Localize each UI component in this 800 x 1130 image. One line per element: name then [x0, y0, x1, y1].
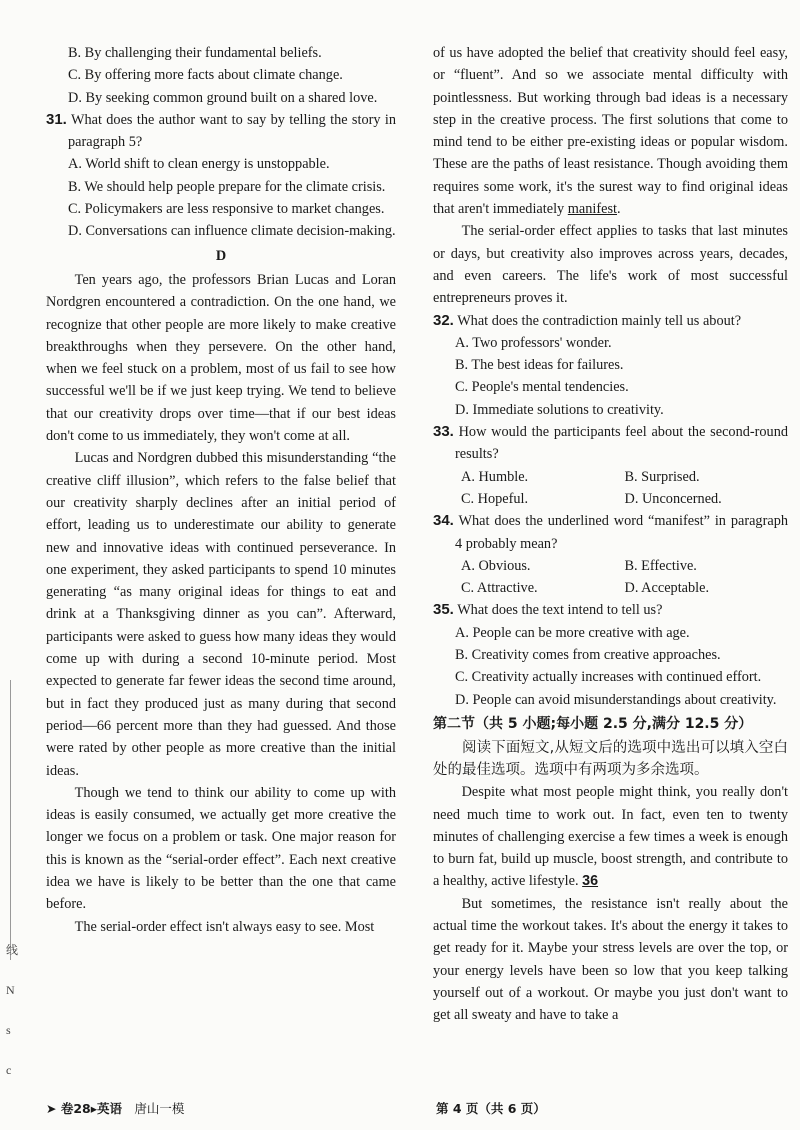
q30-option: C. By offering more facts about climate change.: [68, 67, 343, 84]
paragraph-text: of us have adopted the belief that creativity should feel easy, or “fluent”. And so we associate mental difficulty with pointlessness. But working through bad ideas is a necessary step in the creative process. The first solutions that come to mind tend to be either pre-existing ideas or popular wisdom. These are the paths of least resistance. Though avoiding them requires some work, it's the surest way to find original ideas that aren't immediately: [433, 45, 788, 218]
section-d-heading: D: [215, 247, 227, 264]
question-stem: What does the text intend to tell us?: [457, 602, 663, 619]
q31-option: D. Conversations can influence climate decision-making.: [68, 223, 396, 240]
q35-option: B. Creativity comes from creative approaches.: [455, 647, 721, 664]
punctuation: .: [617, 201, 621, 218]
left-column: [46, 42, 396, 938]
q31-option: B. We should help people prepare for the climate crisis.: [68, 178, 386, 195]
paragraph: Ten years ago, the professors Brian Lucas and Loran Nordgren encountered a contradiction. On the one hand, we recognize that other people are more likely to make creative breakthroughs when they persevere. On the other hand, when we feel stuck on a problem, most of us fail to see how successful we'll be if we just keep trying. We tend to believe that our creativity drops over time—that if our best ideas don't come to us immediately, they won't come at all.: [46, 271, 396, 445]
question-number: 31.: [46, 110, 67, 128]
section-2-heading: 第二节（共 5 小题;每小题 2.5 分,满分 12.5 分）: [433, 715, 753, 732]
binding-line: [10, 680, 11, 960]
question-stem: What does the author want to say by telling the story in paragraph 5?: [68, 111, 396, 151]
underlined-word: manifest: [567, 201, 618, 218]
question-number: 33.: [433, 423, 454, 441]
q30-option: D. By seeking common ground built on a shared love.: [68, 89, 378, 106]
paragraph: Though we tend to think our ability to come up with ideas is easily consumed, we actually get more creative the longer we focus on a problem or task. One major reason for this is known as the “serial-order effect”. Each next creative idea we have is likely to be better than the one that came before.: [46, 784, 396, 913]
paragraph: The serial-order effect applies to tasks that last minutes or days, but creativity also improves across years, decades, and even careers. The life's work of most successful entrepreneurs proves it.: [433, 223, 788, 307]
footer-exam-name: 唐山一模: [134, 1101, 185, 1116]
right-column: [433, 42, 788, 1026]
q31-option: C. Policymakers are less responsive to market changes.: [68, 201, 385, 218]
q34-option: B. Effective.: [624, 557, 697, 574]
q32-option: D. Immediate solutions to creativity.: [455, 401, 664, 418]
question-stem: What does the underlined word “manifest” in paragraph 4 probably mean?: [455, 513, 788, 552]
q32-option: C. People's mental tendencies.: [455, 379, 629, 396]
q35-option: D. People can avoid misunderstandings about creativity.: [455, 691, 777, 708]
footer-exam-label: 卷28▸英语: [60, 1101, 123, 1116]
q32-option: B. The best ideas for failures.: [455, 357, 624, 374]
blank-36: 36: [582, 873, 599, 890]
margin-mark: c: [6, 1063, 12, 1077]
question-31: [46, 109, 396, 154]
question-33: [433, 421, 788, 466]
question-number: 35.: [433, 601, 454, 619]
margin-mark: s: [6, 1023, 11, 1037]
page-footer: [46, 1097, 786, 1121]
margin-mark: 线: [6, 943, 19, 957]
q33-option: C. Hopeful.: [461, 490, 529, 507]
paragraph: The serial-order effect isn't always easy to see. Most: [74, 918, 375, 935]
q35-option: A. People can be more creative with age.: [455, 624, 690, 641]
page-number: 第 4 页（共 6 页）: [436, 1101, 546, 1116]
q33-option: A. Humble.: [461, 468, 529, 485]
question-stem: How would the participants feel about the second-round results?: [455, 424, 788, 463]
paragraph-continued: [433, 42, 788, 220]
q31-option: A. World shift to clean energy is unstoppable.: [68, 156, 330, 173]
paragraph-text: Despite what most people might think, you really don't need much time to work out. In fact, even ten to twenty minutes of challenging exercise a few times a week is enough to burn fat, build up muscle, boost strength, and contribute to a healthy, active lifestyle.: [433, 784, 788, 890]
section-2-instructions: 阅读下面短文,从短文后的选项中选出可以填入空白处的最佳选项。选项中有两项为多余选项。: [433, 740, 788, 779]
q32-option: A. Two professors' wonder.: [455, 334, 612, 351]
question-34: [433, 510, 788, 555]
question-number: 32.: [433, 311, 454, 329]
q34-option: A. Obvious.: [461, 557, 531, 574]
q33-options: [433, 466, 788, 511]
q33-option: D. Unconcerned.: [624, 490, 722, 507]
margin-marks: [6, 930, 18, 1090]
q35-option: C. Creativity actually increases with continued effort.: [455, 669, 762, 686]
q34-option: C. Attractive.: [461, 580, 538, 597]
q34-options: [433, 555, 788, 600]
paragraph: But sometimes, the resistance isn't really about the actual time the workout takes. It's about the energy it takes to get ready for it. Maybe your stress levels are over the top, or your energy levels have been so low that you keep talking yourself out of a workout. Or maybe you just don't want to get all sweaty and have to take a: [433, 895, 788, 1024]
question-number: 34.: [433, 512, 454, 530]
margin-mark: N: [6, 983, 15, 997]
paragraph: [433, 781, 788, 892]
q34-option: D. Acceptable.: [624, 580, 710, 597]
paper-icon: ➤: [46, 1101, 57, 1116]
footer-left: [46, 1099, 184, 1117]
question-35: [433, 599, 788, 621]
paragraph: Lucas and Nordgren dubbed this misunderstanding “the creative cliff illusion”, which refers to the false belief that our creativity sharply declines after an initial period of effort, leading us to underestimate our ability to generate new and innovative ideas with continued perseverance. In one experiment, they asked participants to spend 10 minutes generating “as many original ideas for things to eat and drink at a Thanksgiving dinner as you can”. Afterward, participants were asked to guess how many ideas they would come up with during a second 10-minute period. Most expected to generate far fewer ideas the second time around, but in fact they produced just as many during that second period—66 percent more than they had guessed. And those were rated by other people as more creative than the initial ideas.: [46, 450, 396, 779]
q33-option: B. Surprised.: [624, 468, 700, 485]
question-stem: What does the contradiction mainly tell us about?: [457, 312, 742, 329]
q30-option: B. By challenging their fundamental beliefs.: [68, 45, 322, 61]
question-32: [433, 310, 788, 332]
